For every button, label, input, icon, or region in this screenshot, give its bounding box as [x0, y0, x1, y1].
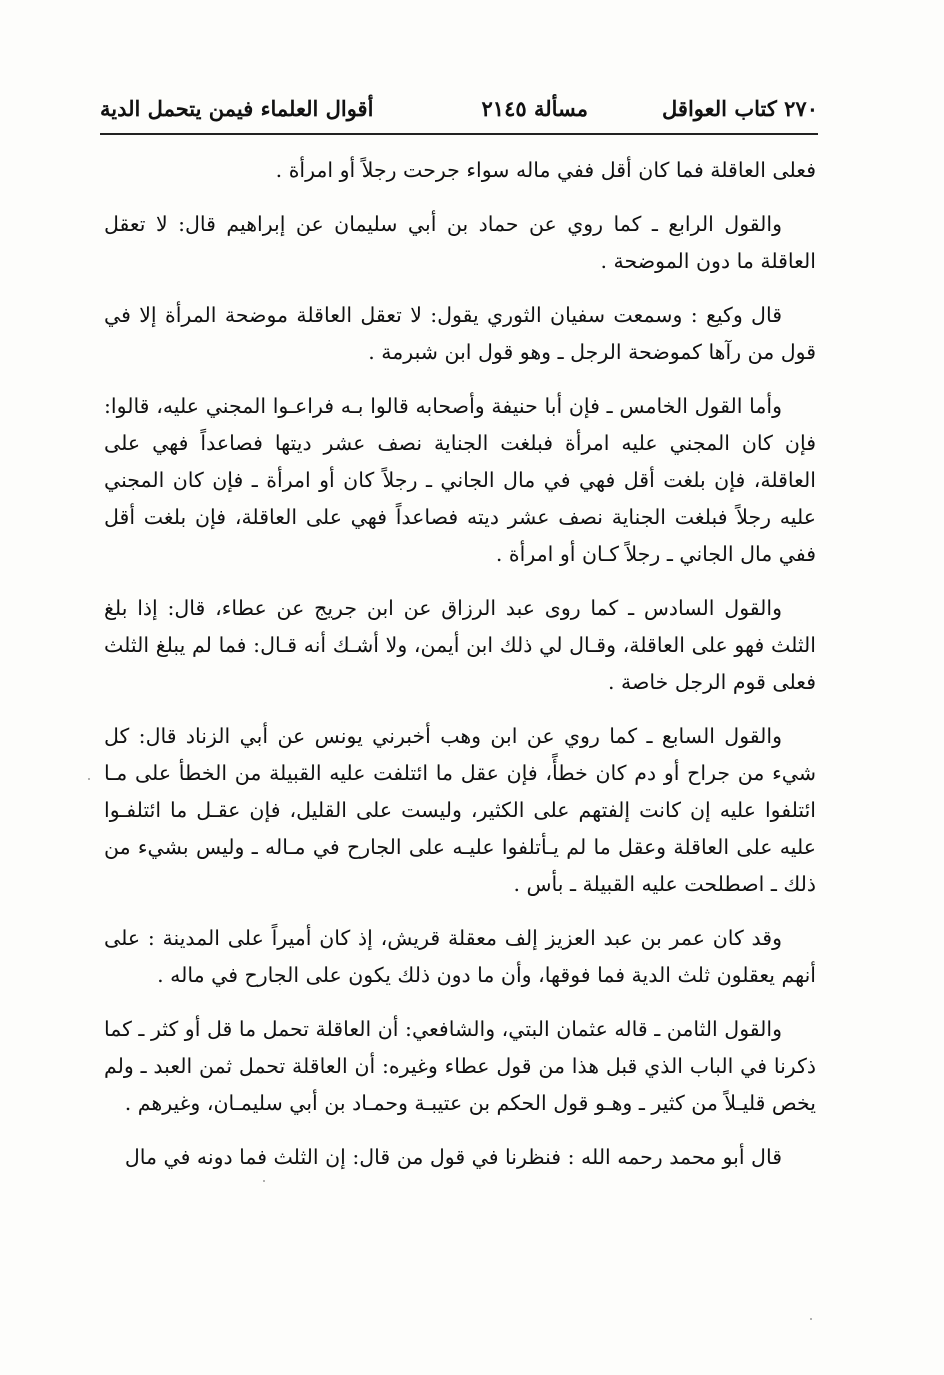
page-number: ٢٧٠: [784, 96, 818, 121]
scan-speck: [810, 1318, 812, 1320]
page-body: [104, 152, 816, 1193]
paragraph-5: والقول السادس ـ كما روى عبد الرزاق عن ابن جريج عن عطاء، قال: إذا بلغ الثلث فهو على العاقلة، وقـال لي ذلك ابن أيمن، ولا أشـك أنه قـال: فما لم يبلغ الثلث فعلى قوم الرجل خاصة .: [104, 596, 816, 694]
paragraph-7: وقد كان عمر بن عبد العزيز إلف معقلة قريش، إذ كان أميراً على المدينة : على أنهم يعقلون ثلث الدية فما فوقها، وأن ما دون ذلك يكون على الجارح في ماله .: [104, 926, 816, 987]
paragraph-1: فعلى العاقلة فما كان أقل ففي ماله سواء جرحت رجلاً أو امرأة .: [275, 158, 816, 182]
paragraph-6: والقول السابع ـ كما روي عن ابن وهب أخبرني يونس عن أبي الزناد قال: كل شيء من جراح أو دم كان خطأً، فإن عقل ما ائتلفت عليه القبيلة من الخطأ على مـا ائتلفوا عليه إن كانت إلفتهم على الكثير، وليست على القليل، فإن عقـل ما ائتلفـوا عليه على العاقلة وعقل ما لم يـأتلفوا عليـه على الجارح في مـاله ـ وليس بشيء من ذلك ـ اصطلحت عليه القبيلة ـ بأس .: [104, 724, 816, 896]
paragraph-3: قال وكيع : وسمعت سفيان الثوري يقول: لا تعقل العاقلة موضحة المرأة إلا في قول من رآها كموضحة الرجل ـ وهو قول ابن شبرمة .: [104, 303, 816, 364]
book-title: كتاب العواقل: [662, 96, 777, 121]
issue-number: مسألة ٢١٤٥: [481, 96, 588, 121]
paragraph-8: والقول الثامن ـ قاله عثمان البتي، والشافعي: أن العاقلة تحمل ما قل أو كثر ـ كما ذكرنا في الباب الذي قبل هذا من قول عطاء وغيره: أن العاقلة تحمل ثمن العبد ـ ولم يخص قليـلاً من كثير ـ وهـو قول الحكم بن عتيبـة وحمـاد بن أبي سليمـان، وغيرهم .: [104, 1017, 816, 1115]
section-title: أقوال العلماء فيمن يتحمل الدية: [100, 96, 374, 121]
running-header: [100, 96, 818, 130]
page-header-right: [662, 96, 818, 121]
scan-speck: [88, 778, 90, 780]
paragraph-2: والقول الرابع ـ كما روي عن حماد بن أبي سليمان عن إبراهيم قال: لا تعقل العاقلة ما دون الموضحة .: [104, 212, 816, 273]
paragraph-4: وأما القول الخامس ـ فإن أبا حنيفة وأصحابه قالوا بـه فراعـوا المجني عليه، قالوا: فإن كان المجني عليه امرأة فبلغت الجناية نصف عشر ديتها فصاعداً فهي على العاقلة، فإن بلغت أقل فهي في مال الجاني ـ رجلاً كان أو امرأة ـ فإن كان المجني عليه رجلاً فبلغت الجناية نصف عشر ديته فصاعداً فهي على العاقلة، فإن بلغت أقل ففي مال الجاني ـ رجلاً كـان أو امرأة .: [104, 394, 816, 566]
paragraph-9: قال أبو محمد رحمه الله : فنظرنا في قول من قال: إن الثلث فما دونه في مال: [124, 1145, 782, 1169]
header-rule: [100, 133, 818, 135]
scan-speck: [263, 1180, 265, 1182]
